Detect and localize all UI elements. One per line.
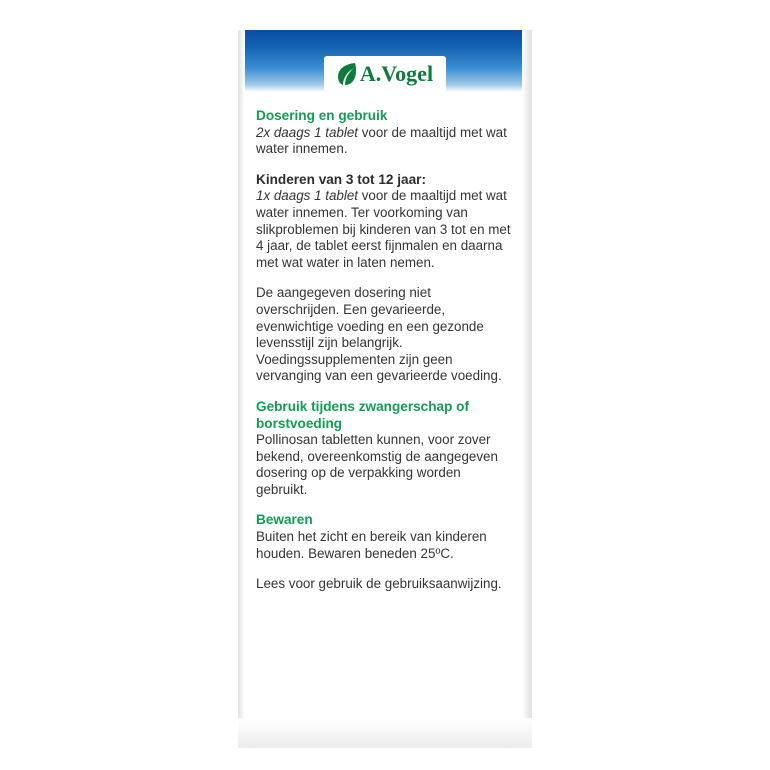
section-kinderen [256, 172, 514, 272]
carton-right-edge [522, 30, 532, 748]
leaf-icon [337, 62, 357, 86]
section-dosering [256, 108, 514, 158]
section-lees-body: Lees voor gebruik de gebruiksaanwijzing. [256, 576, 502, 592]
section-bewaren-heading: Bewaren [256, 512, 313, 528]
section-dosering-rest: voor de maaltijd met wat water innemen. [256, 124, 507, 157]
section-zwangerschap-heading: Gebruik tijdens zwangerschap of borstvoeding [256, 398, 470, 431]
section-waarschuwing [256, 285, 514, 385]
carton-bottom-edge [238, 718, 532, 748]
product-package-panel [238, 30, 532, 748]
section-dosering-heading: Dosering en gebruik [256, 108, 388, 123]
carton-left-edge [238, 30, 245, 748]
brand-logo [324, 56, 446, 92]
section-waarschuwing-body: De aangegeven dosering niet overschrijden. Een gevarieerde, evenwichtige voeding en een gezonde levensstijl zijn belangrijk. Voedingssupplementen zijn geen vervanging van een gevarieerde voeding. [256, 285, 502, 384]
section-dosering-body [256, 125, 514, 158]
section-kinderen-dose: 1x daags 1 tablet [256, 188, 358, 204]
section-zwangerschap [256, 399, 514, 499]
section-lees [256, 576, 514, 593]
section-kinderen-body [256, 188, 514, 271]
section-zwangerschap-body: Pollinosan tabletten kunnen, voor zover bekend, overeenkomstig de aangegeven dosering op de verpakking worden gebruikt. [256, 432, 498, 497]
section-bewaren [256, 512, 514, 562]
brand-logo-text: A.Vogel [359, 61, 434, 86]
section-kinderen-heading: Kinderen van 3 tot 12 jaar: [256, 171, 426, 187]
package-text-column [256, 108, 514, 593]
section-dosering-dose: 2x daags 1 tablet [256, 124, 358, 140]
section-bewaren-body: Buiten het zicht en bereik van kinderen houden. Bewaren beneden 25ºC. [256, 529, 487, 561]
section-kinderen-rest: voor de maaltijd met wat water innemen. Ter voorkoming van slikproblemen bij kinderen van 3 tot en met 4 jaar, de tablet eerst fijnmalen en daarna met wat water in laten nemen. [256, 188, 511, 270]
